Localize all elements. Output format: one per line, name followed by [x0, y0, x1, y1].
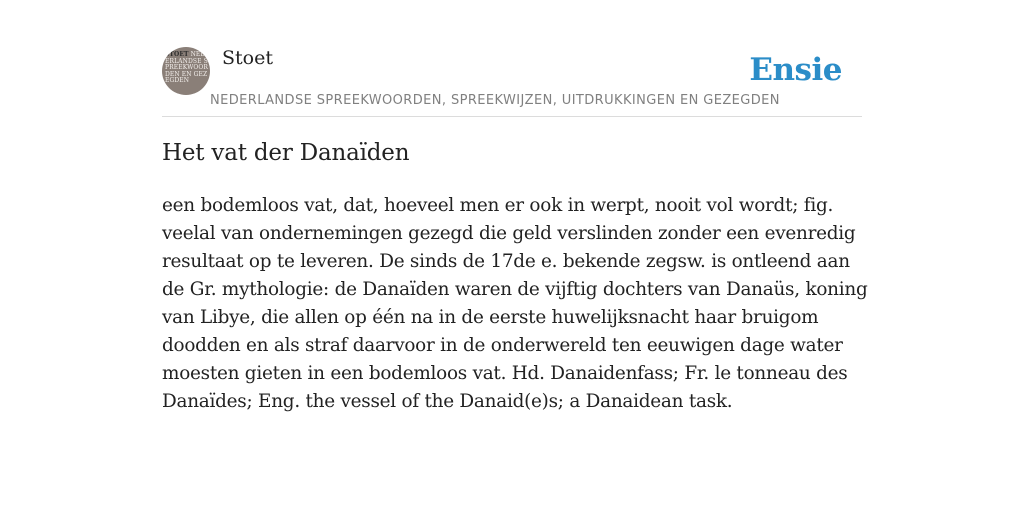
source-header [162, 44, 862, 117]
brand-logo-link[interactable]: Ensie [749, 52, 842, 88]
source-subtitle: NEDERLANDSE SPREEKWOORDEN, SPREEKWIJZEN, UITDRUKKINGEN EN GEZEGDEN [210, 93, 780, 108]
avatar-cover-title: NEDERLANDSE SPREEKWOORDEN EN GEZEGDEN [165, 51, 209, 84]
entry-definition: een bodemloos vat, dat, hoeveel men er ook in werpt, nooit vol wordt; fig. veelal van ondernemingen gezegd die geld verslinden zonder een evenredig resultaat op te leveren. De sinds de 17de e. bekende zegsw. is ontleend aan de Gr. mythologie: de Danaïden waren de vijftig dochters van Danaüs, koning van Libye, die allen op één na in de eerste huwelijksnacht haar bruigom doodden en als straf daarvoor in de onderwereld ten eeuwigen dage water moesten gieten in een bodemloos vat. Hd. Danaidenfass; Fr. le tonneau des Danaïdes; Eng. the vessel of the Danaid(e)s; a Danaidean task. [162, 195, 868, 412]
avatar-cover-text [165, 52, 209, 85]
source-name-link[interactable]: Stoet [222, 47, 273, 69]
entry-title: Het vat der Danaïden [162, 140, 410, 166]
avatar-cover-top: STOET [165, 51, 189, 58]
source-avatar[interactable] [162, 47, 210, 95]
